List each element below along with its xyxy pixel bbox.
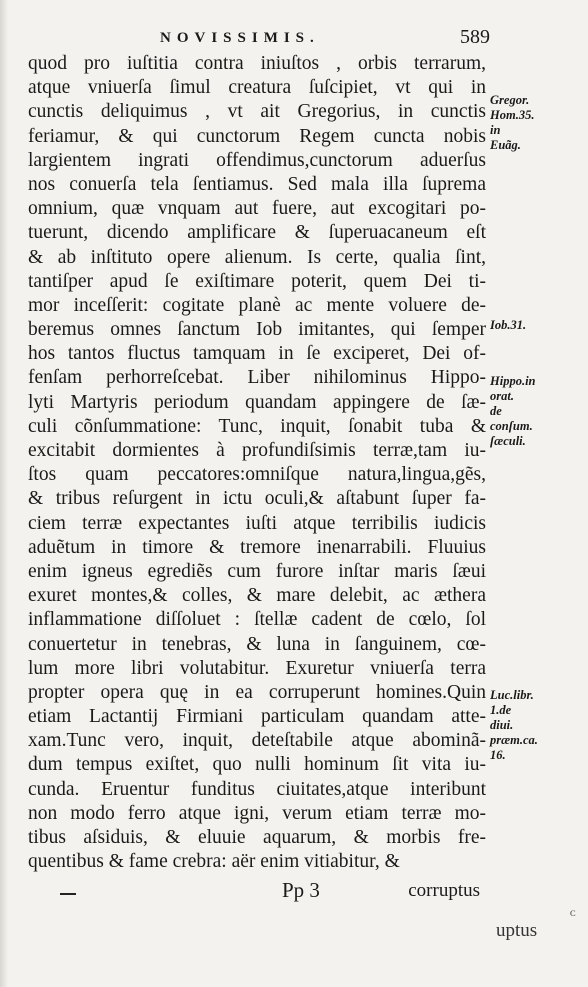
text-line: quentibus & fame crebra: aër enim vitiabitur, & xyxy=(28,851,400,873)
text-line: dum tempus exiſtet, quo nulli hominum ſit vita iu- xyxy=(28,754,486,776)
text-line: fenſam perhorreſcebat. Liber nihilominus Hippo- xyxy=(28,367,486,389)
text-line: omnium, quæ vnquam aut fuere, aut excogitari po- xyxy=(28,198,486,220)
bleed-through-text: uptus xyxy=(496,920,538,941)
text-line: & tribus reſurgent in ictu oculi,& aſtabunt ſuper fa- xyxy=(28,488,486,510)
text-line: hos tantos fluctus tamquam in ſe exciperet, Dei of- xyxy=(28,343,486,365)
text-line: cunda. Eruentur funditus ciuitates,atque interibunt xyxy=(28,778,486,800)
margin-note-text: Gregor. Hom.35. in Euãg. xyxy=(490,93,535,152)
text-line: exuret montes,& colles, & mare delebit, ac æthera xyxy=(28,585,486,607)
text-line: propter opera quę in ea corruperunt homines.Quin xyxy=(28,681,486,703)
text-line: ſtos quam peccatores:omniſque natura,lingua,gẽs, xyxy=(28,464,486,486)
text-line: tibus aſsiduis, & eluuie aquarum, & morbis fre- xyxy=(28,827,486,848)
text-line: lum more libri volutabitur. Exuretur vniuerſa terra xyxy=(28,657,486,679)
margin-note-luc xyxy=(490,688,586,763)
margin-note-hippo xyxy=(490,374,586,449)
text-line: beremus omnes ſanctum Iob imitantes, qui ſemper xyxy=(28,319,486,341)
bleed-mark: ᴄ xyxy=(570,905,576,919)
text-line: lyti Martyris periodum quandam appingere de ſæ- xyxy=(28,391,486,413)
text-line: largientem ingrati offendimus,cunctorum aduerſus xyxy=(28,149,486,171)
text-line: tuerunt, dicendo amplificare & ſuperuacaneum eſt xyxy=(28,222,486,244)
text-line: enim igneus egrediẽs cum furore inſtar maris ſæui xyxy=(28,560,486,582)
text-line: xam.Tunc vero, inquit, deteſtabile atque abominã- xyxy=(28,730,486,752)
margin-note-text: Luc.libr. 1.de diui. præm.ca. 16. xyxy=(490,688,538,762)
text-line: conuertetur in tenebras, & luna in ſanguinem, cœ- xyxy=(28,633,486,655)
text-line: tantiſper apud ſe exiſtimare poterit, quem Dei ti- xyxy=(28,270,486,292)
text-line: atque vniuerſa ſimul creatura ſuſcipiet, vt qui in xyxy=(28,77,486,99)
signature-mark: Pp 3 xyxy=(282,878,320,902)
text-line: nos conuerſa tela ſentiamus. Sed mala illa ſuprema xyxy=(28,173,486,195)
margin-note-iob xyxy=(490,318,586,333)
text-line: inflammatione diſſoluet : ſtellæ cadent de cœlo, ſol xyxy=(28,609,486,631)
text-line: mor inceſſerit: cogitate planè ac mente voluere de- xyxy=(28,294,486,316)
running-head: NOVISSIMIS. xyxy=(160,30,320,46)
page-number: 589 xyxy=(460,26,490,48)
catchword: corruptus xyxy=(408,880,480,901)
margin-note-text: Hippo.in orat. de conſum. ſæculi. xyxy=(490,374,536,448)
text-line: non modo ferro atque igni, verum etiam terræ mo- xyxy=(28,802,486,824)
text-line: aduẽtum in timore & tremore inenarrabili. Fluuius xyxy=(28,536,486,558)
text-line: feriamur, & qui cunctorum Regem cuncta nobis xyxy=(28,125,486,147)
margin-note-text: Iob.31. xyxy=(490,318,527,332)
text-line: excitabit dormientes à profundiſsimis terræ,tam iu- xyxy=(28,440,486,461)
page-header xyxy=(160,26,490,52)
footer-dash xyxy=(60,893,76,895)
text-line: etiam Lactantij Firmiani particulam quandam atte- xyxy=(28,706,486,728)
page-gutter-shadow xyxy=(0,0,8,987)
margin-note-gregor xyxy=(490,93,586,153)
text-line: & ab inſtituto opere alienum. Is certe, qualia ſint, xyxy=(28,246,486,268)
text-line: ciem terræ expectantes iuſti atque terribilis iudicis xyxy=(28,512,486,534)
text-line: culi cõnſummatione: Tunc, inquit, ſonabit tuba & xyxy=(28,415,486,437)
text-line: quod pro iuſtitia contra iniuſtos , orbis terrarum, xyxy=(28,53,486,74)
body-text xyxy=(28,52,486,874)
text-line: cunctis deliquimus , vt ait Gregorius, in cunctis xyxy=(28,101,486,123)
page-footer xyxy=(60,878,490,908)
